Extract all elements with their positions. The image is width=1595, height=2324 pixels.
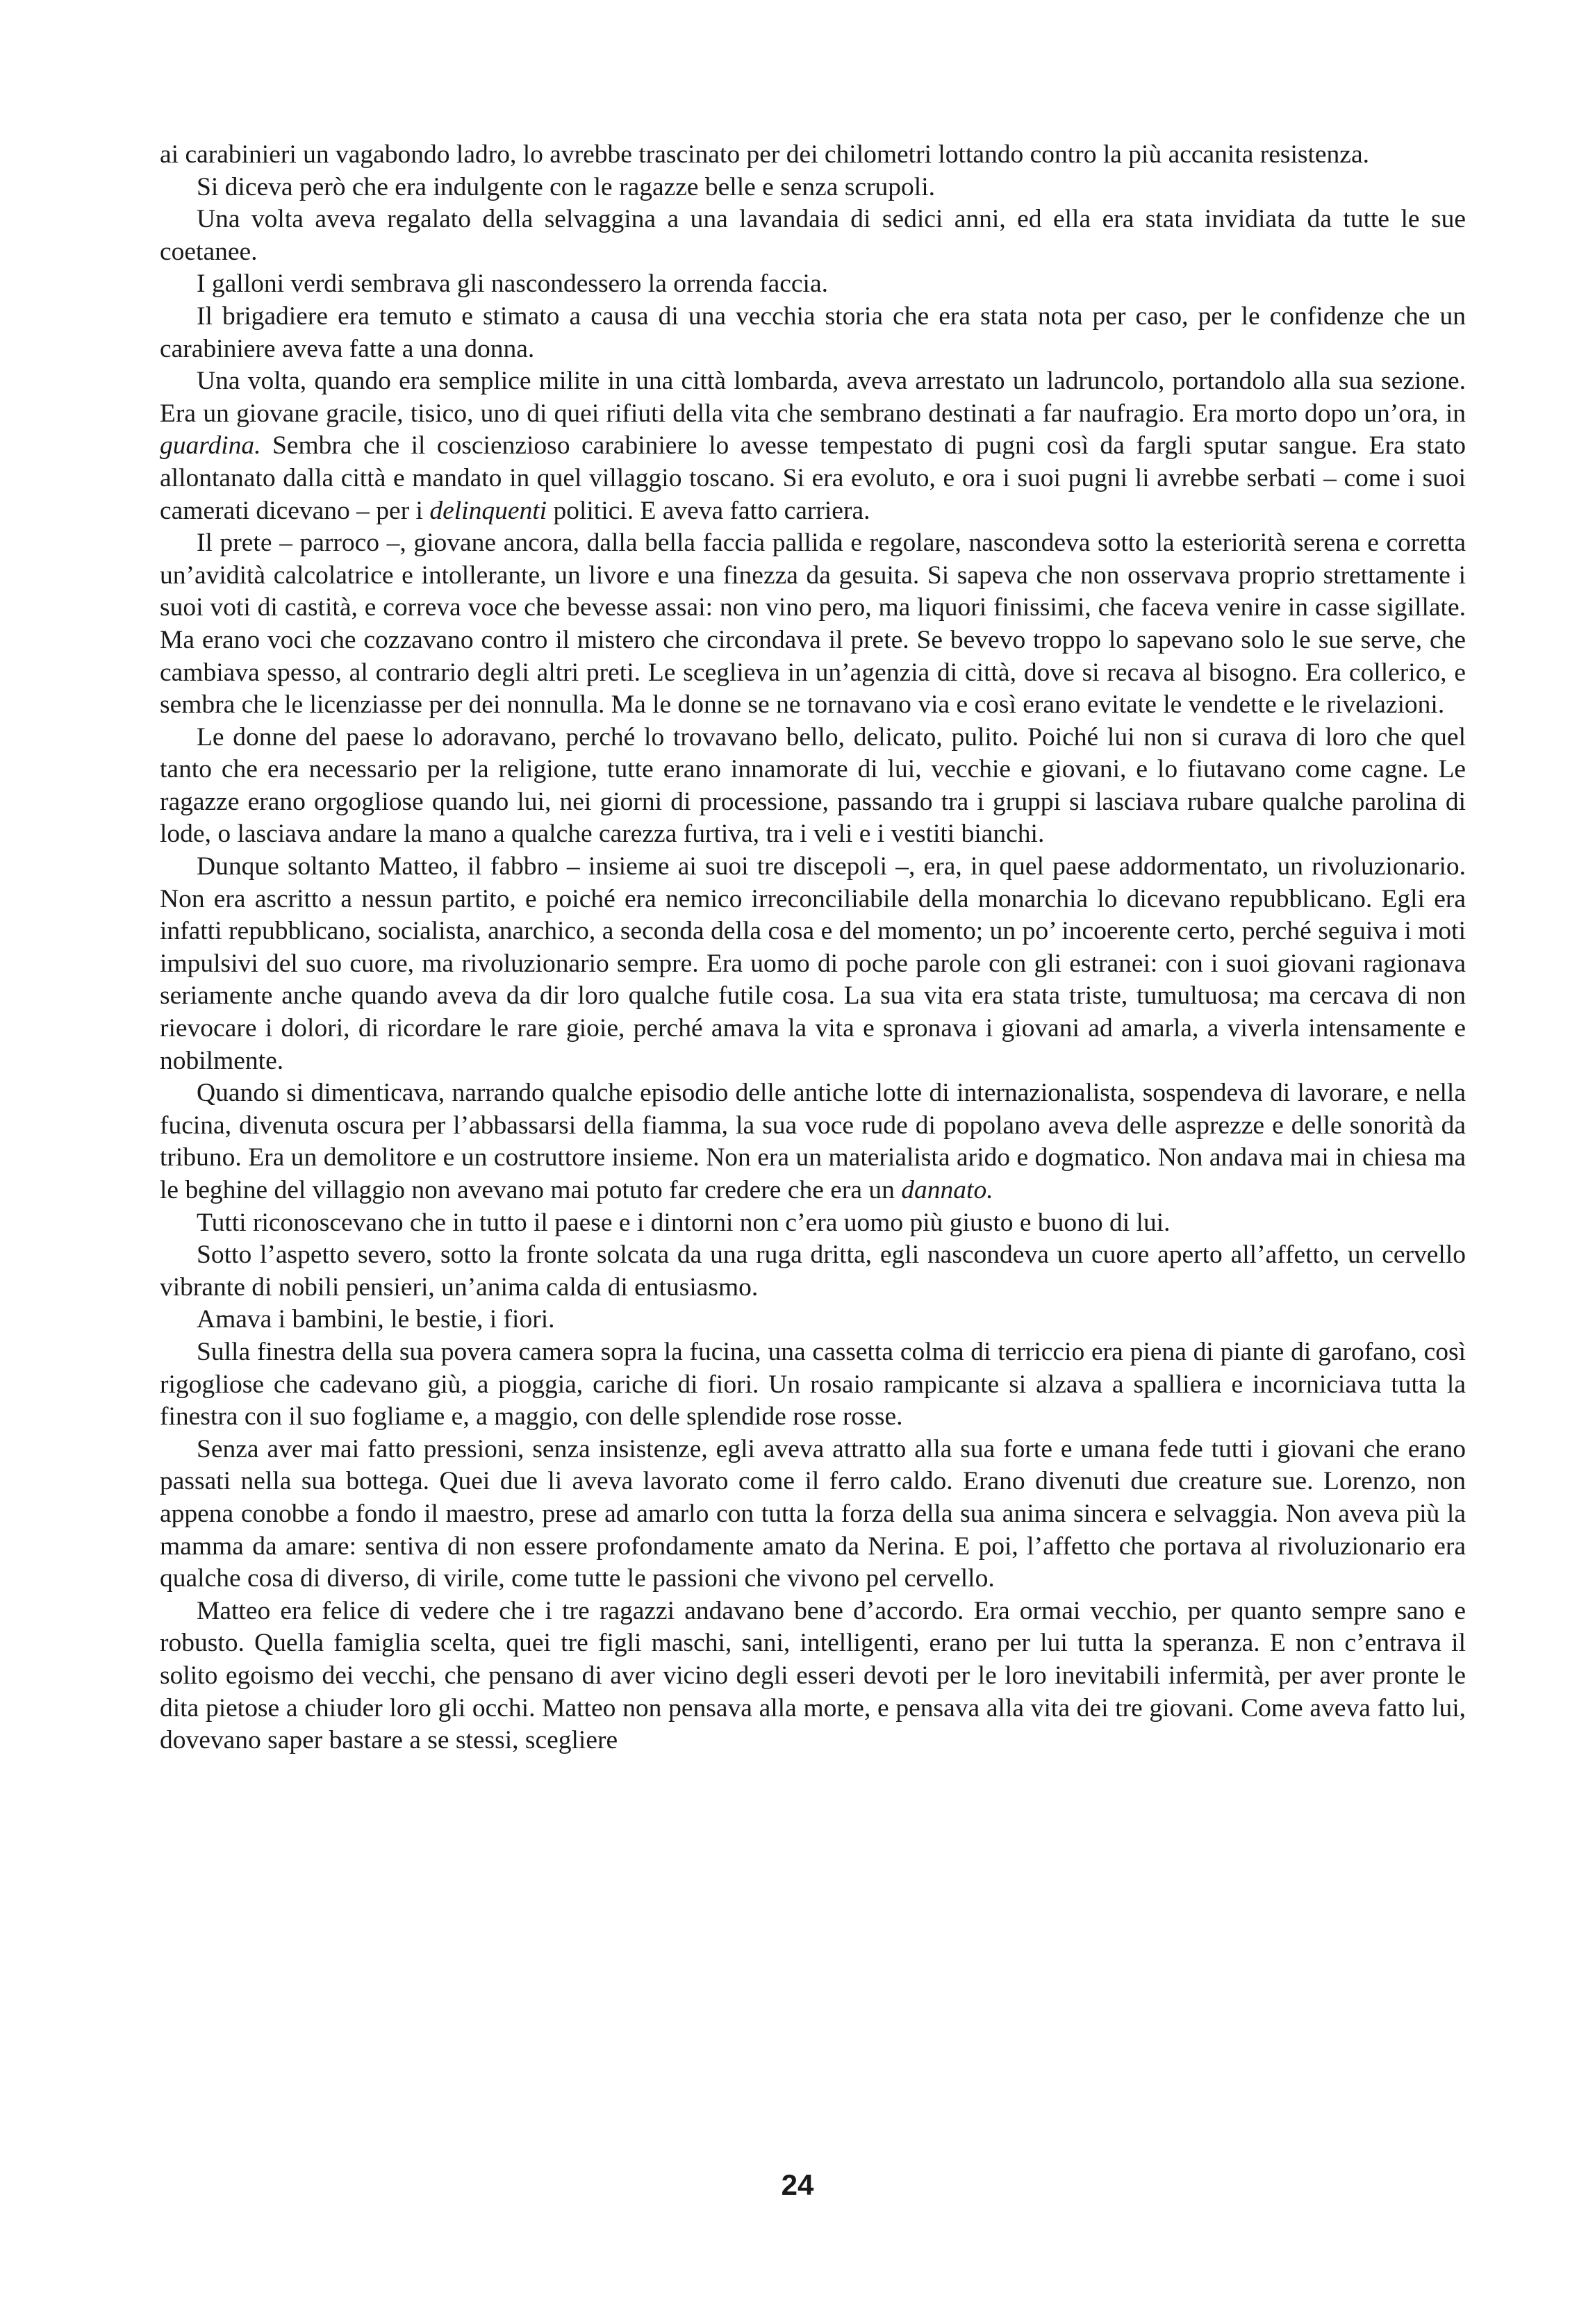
page-body (160, 139, 1466, 1757)
paragraph: ai carabinieri un vagabondo ladro, lo avrebbe trascinato per dei chilometri lottando contro la più accanita resistenza. (160, 140, 1369, 169)
paragraph: Tutti riconoscevano che in tutto il paese e i dintorni non c’era uomo più giusto e buono di lui. (197, 1208, 1171, 1237)
paragraph: Una volta, quando era semplice milite in una città lombarda, aveva arrestato un ladruncolo, portandolo alla sua sezione. Era un giovane gracile, tisico, uno di quei rifiuti della vita che sembrano destinati a far naufragio. Era morto dopo un’ora, in guardina. Sembra che il coscienzioso carabiniere lo avesse tempestato di pugni così da fargli sputar sangue. Era stato allontanato dalla città e mandato in quel villaggio toscano. Si era evoluto, e ora i suoi pugni li avrebbe serbati – come i suoi camerati dicevano – per i delinquenti politici. E aveva fatto carriera. (160, 367, 1466, 525)
paragraph: Dunque soltanto Matteo, il fabbro – insieme ai suoi tre discepoli –, era, in quel paese addormentato, un rivoluzionario. Non era ascritto a nessun partito, e poiché era nemico irreconciliabile della monarchia lo dicevano repubblicano. Egli era infatti repubblicano, socialista, anarchico, a seconda della cosa e del momento; un po’ incoerente certo, perché seguiva i moti impulsivi del suo cuore, ma rivoluzionario sempre. Era uomo di poche parole con gli estranei: con i suoi giovani ragionava seriamente anche quando aveva da dir loro qualche futile cosa. La sua vita era stata triste, tumultuosa; ma cercava di non rievocare i dolori, di ricordare le rare gioie, perché amava la vita e spronava i giovani ad amarla, a viverla intensamente e nobilmente. (160, 852, 1466, 1075)
paragraph: I galloni verdi sembrava gli nascondessero la orrenda faccia. (197, 269, 828, 299)
paragraph: Matteo era felice di vedere che i tre ragazzi andavano bene d’accordo. Era ormai vecchio, per quanto sempre sano e robusto. Quella famiglia scelta, quei tre figli maschi, sani, intelligenti, erano per lui tutta la speranza. E non c’entrava il solito egoismo dei vecchi, che pensano di aver vicino degli esseri devoti per le loro inevitabili infermità, per aver pronte le dita pietose a chiuder loro gli occhi. Matteo non pensava alla morte, e pensava alla vita dei tre giovani. Come aveva fatto lui, dovevano saper bastare a se stessi, scegliere (160, 1596, 1466, 1755)
page-number: 24 (781, 2168, 814, 2201)
text-column (160, 139, 1466, 1757)
paragraph: Amava i bambini, le bestie, i fiori. (197, 1305, 555, 1334)
paragraph: Il brigadiere era temuto e stimato a causa di una vecchia storia che era stata nota per caso, per le confidenze che un carabiniere aveva fatte a una donna. (160, 301, 1466, 363)
paragraph: Il prete – parroco –, giovane ancora, dalla bella faccia pallida e regolare, nascondeva sotto la esteriorità serena e corretta un’avidità calcolatrice e intollerante, un livore e una finezza da gesuita. Si sapeva che non osservava proprio strettamente i suoi voti di castità, e correva voce che bevesse assai: non vino pero, ma liquori finissimi, che faceva venire in casse sigillate. Ma erano voci che cozzavano contro il mistero che circondava il prete. Se bevevo troppo lo sapevano solo le sue serve, che cambiava spesso, al contrario degli altri preti. Le sceglieva in un’agenzia di città, dove si recava al bisogno. Era collerico, e sembra che le licenziasse per dei nonnulla. Ma le donne se ne tornavano via e così erano evitate le vendette e le rivelazioni. (160, 529, 1466, 720)
paragraph: Una volta aveva regalato della selvaggina a una lavandaia di sedici anni, ed ella era stata invidiata da tutte le sue coetanee. (160, 205, 1466, 266)
paragraph: Senza aver mai fatto pressioni, senza insistenze, egli aveva attratto alla sua forte e umana fede tutti i giovani che erano passati nella sua bottega. Quei due li aveva lavorato come il ferro caldo. Erano divenuti due creature sue. Lorenzo, non appena conobbe a fondo il maestro, prese ad amarlo con tutta la forza della sua anima sincera e selvaggia. Non aveva più la mamma da amare: sentiva di non essere profondamente amato da Nerina. E poi, l’affetto che portava al rivoluzionario era qualche cosa di diverso, di virile, come tutte le passioni che vivono pel cervello. (160, 1434, 1466, 1593)
paragraph: Si diceva però che era indulgente con le ragazze belle e senza scrupoli. (197, 172, 936, 201)
paragraph: Sulla finestra della sua povera camera sopra la fucina, una cassetta colma di terriccio era piena di piante di garofano, così rigogliose che cadevano giù, a pioggia, cariche di fiori. Un rosaio rampicante si alzava a spalliera e incorniciava tutta la finestra con il suo fogliame e, a maggio, con delle splendide rose rosse. (160, 1337, 1466, 1431)
paragraph: Le donne del paese lo adoravano, perché lo trovavano bello, delicato, pulito. Poiché lui non si curava di loro che quel tanto che era necessario per la religione, tutte erano innamorate di lui, vecchie e giovani, e lo fiutavano come cagne. Le ragazze erano orgogliose quando lui, nei giorni di processione, passando tra i gruppi si lasciava rubare qualche parolina di lode, o lasciava andare la mano a qualche carezza furtiva, tra i veli e i vestiti bianchi. (160, 722, 1466, 849)
paragraph: Sotto l’aspetto severo, sotto la fronte solcata da una ruga dritta, egli nascondeva un cuore aperto all’affetto, un cervello vibrante di nobili pensieri, un’anima calda di entusiasmo. (160, 1240, 1466, 1302)
paragraph: Quando si dimenticava, narrando qualche episodio delle antiche lotte di internazionalista, sospendeva di lavorare, e nella fucina, divenuta oscura per l’abbassarsi della fiamma, la sua voce rude di popolano aveva delle asprezze e delle sonorità da tribuno. Era un demolitore e un costruttore insieme. Non era un materialista arido e dogmatico. Non andava mai in chiesa ma le beghine del villaggio non avevano mai potuto far credere che era un dannato. (160, 1079, 1466, 1204)
